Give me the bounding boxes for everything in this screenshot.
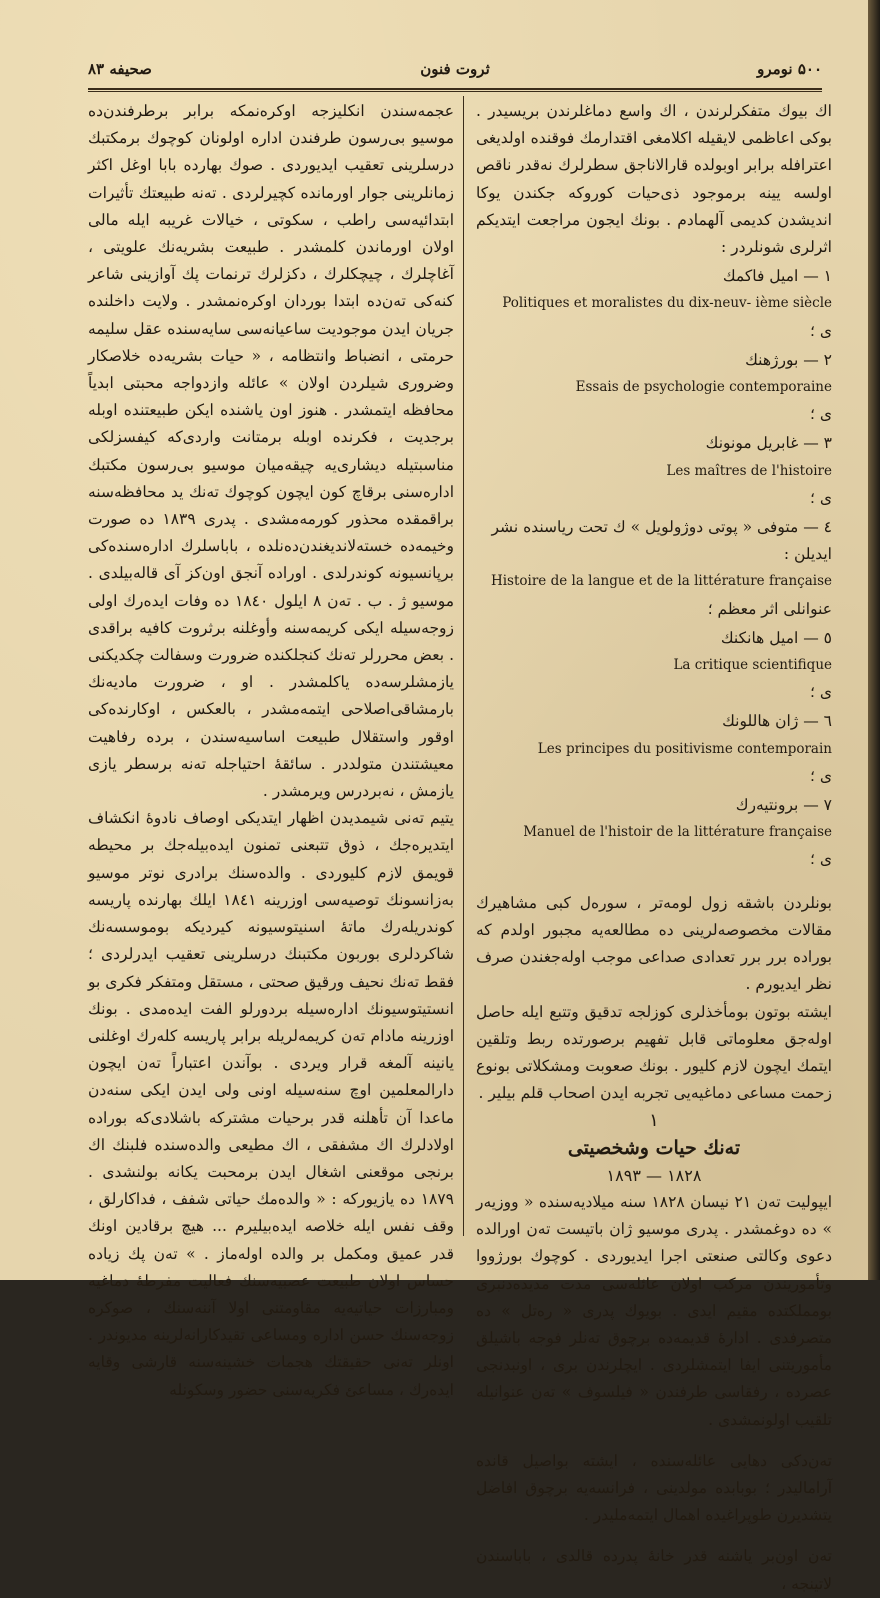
work-number: ٥ — اميل هانكنك xyxy=(720,628,832,647)
page-label: صحیفه ۸۳ xyxy=(88,60,152,78)
page-binding-edge xyxy=(868,0,880,1280)
paragraph-3: ايشته بوتون بومأخذلری كوزلجه تدقيق وتتبع ايله حاصل اوله‌جق معلوماتی قابل تفهيم برصورتده ربط وتلقين ايتمك ايچون لازم كلیور . بونك صعوبت ومشكلاتی بونوع زحمت مساعی دماغیه‌یی تجربه ايدن اصحاب قلم بيلير . xyxy=(476,1002,832,1103)
left-paragraph-1: عجمه‌سندن انكليزجه اوكره‌نمكه برابر برطرفندن‌ده موسيو بی‌رسون طرفندن اداره اولونان كوچوك برمكتبك درسلرینی تعقيب ايديوردی . صوك بهارده بابا اوغل اكثر زمانلرینی جوار اورمانده كچيرلردی . تەنه طبيعتك تأثيرات ابتدائيه‌سی راطب ، سكوتی ، خيالات غريبه ايله مالی اولان اورماندن كلمشدر . طبيعت بشريه‌نك علويتی ، آغاچلرك ، چيچكلرك ، دكزلرك ترنمات پك آوازینی شاعر كنه‌كی تەن‌ده ابتدا بوردان اوكره‌نمشدر . ولايت داخلنده جريان ايدن موجوديت ساعيانه‌سی سايه‌سنده عقل سليمه حرمتی ، انضباط وانتظامه ، « حيات بشريه‌ده خلاصكار وضروری شيلردن اولان » عائله وازدواجه محبتی ابدياً محافظه ايتمشدر . هنوز اون ياشنده ايكن طبيعتنده اوبله برجديت ، فكرنده اوبله برمتانت واردی‌كه كيفسزلكی مناسبتيله ديشاری‌يه چيقه‌ميان موسيو بی‌رسون مكتبك اداره‌سنی برقاچ كون ايچون كوچوك تەنك يد محافظه‌سنه براقمقده محذور كورمه‌مشدی . پدری ١٨٣٩ ده صورت وخيمه‌ده خسته‌لانديغندن‌ده‌نلده ، باباسلرك اداره‌سنده‌كی برپانسيونه كوندرلدی . اوراده آنجق اون‌كز آی قاله‌بيلدی . موسيو ژ . ب . تەن ٨ ايلول ١٨٤٠ ده وفات ايدەرك اولی زوجه‌سيله ايكی كريمه‌سنه وأوغلنه برثروت كافيه براقدی . بعض محررلر تەنك كنجلكنده ضرورت وسفالت چكديكنی يازمشلرسه‌ده ياكلمشدر . او ، ضرورت ماديه‌نك بارمشاقی‌اصلاحی ايتمه‌مشدر ، بالعكس ، اوكارنده‌كی اوقور واستقلال طبيعت اساسيه‌سندن ، برده رفاهيت معيشتندن متولددر . سائقهٔ احتياجله تەنه برسطر يازی يازمش ، نه‌بردرس ويرمشدر . xyxy=(88,102,455,801)
work-suffix: ى ؛ xyxy=(810,683,832,702)
left-column xyxy=(88,98,455,1399)
section-years: ١٨٢٨ — ١٨٩٣ xyxy=(606,1165,702,1185)
work-suffix: ى ؛ xyxy=(810,850,832,869)
intro-paragraph: اك بيوك متفكرلرندن ، اك واسع دماغلرندن بریسیدر . بوكى اعاظمى لايقيله اكلامغى اقتدارمك فوقنده اولديغى اعترافله برابر اوبولده قارالاناجق سطرلرك نه‌قدر ناقص اولسه يينه برموجود ذی‌حیات كوروکه جكندن يوكا انديشدن كدیمى آلهمادم . بونك ايجون مراجعت ايتديكم اثرلری شونلردر : xyxy=(476,102,832,257)
paragraph-2: بونلردن باشقه زول لومه‌تر ، سوره‌ل كبی مشاهیرك مقالات مخصوصه‌لرینی ده مطالعه‌یه مجبور اولدم كه بوراده برر برر تعدادی صداعی موجب اوله‌جغندن صرف نظر ايدیورم . xyxy=(476,893,832,994)
paragraph-4: ايپوليت تەن ٢١ نيسان ١٨٢٨ سنه ميلادیه‌سنده « ووزيه‌ر » ده دوغمشدر . پدری موسيو ژان باتيست تەن اورالده دعوی وكالتی صنعتی اجرا ايديوردی . كوچوك بورژووا وتأموريندن مركب اولان عائله‌سی مدت مديده‌دنبری بومملكتده مقيم ايدی . بويوك پدری « رەتل » ده متصرفدی . ادارهٔ قديمه‌ده برچوق تەنلر فوجه باشيلق مأموريتنی ايفا ايتمشلردی . ايچلرندن بری ، اونبدنجی عصرده ، رفقاسی طرفندن « فيلسوف » تەن عنوانيله تلقيب اولونمشدی . xyxy=(476,1192,833,1429)
work-suffix: ى ؛ xyxy=(810,766,832,785)
work-number: ٢ — بورژهنك xyxy=(745,350,832,369)
section-title: تەنك حيات وشخصيتی xyxy=(567,1136,741,1159)
work-item xyxy=(476,430,832,512)
work-title: Essais de psychologie contemporaine xyxy=(575,379,832,396)
work-item xyxy=(476,347,832,429)
right-column xyxy=(476,98,833,1593)
page-header xyxy=(88,56,822,86)
work-item xyxy=(476,263,832,345)
header-rule xyxy=(88,88,822,90)
work-item xyxy=(476,625,832,707)
issue-label: نومرو xyxy=(757,60,793,78)
section-number: ١ xyxy=(649,1110,659,1132)
work-item xyxy=(476,792,832,874)
work-title: Histoire de la langue et de la littérature française xyxy=(490,573,832,590)
works-list xyxy=(476,263,832,873)
work-title: La critique scientifique xyxy=(673,657,832,674)
work-suffix: ى ؛ xyxy=(810,321,832,340)
header-rule-thin xyxy=(88,91,822,92)
column-divider xyxy=(463,96,464,1236)
work-item xyxy=(476,708,832,790)
page-number: ۵۰۰ xyxy=(797,60,822,78)
work-number: ٦ — ژان هاللونك xyxy=(722,712,832,731)
work-suffix: ى ؛ xyxy=(810,405,832,424)
left-paragraph-2: يتيم تەنی شيمديدن اظهار ايتديكی اوصاف نادوهٔ انكشاف ايتديره‌جك ، ذوق تتبعنی تمنون ايده‌بيله‌جك بر محيطه قويمق لازم كلیوردی . والده‌سنك برادری نوتر موسيو بەزانسونك توصيه‌سی اوزرينه ١٨٤١ ايلك بهارنده پاریسه كوندريلەرك ماتهٔ اسنيتوسيونه كيردیكه بوموسسه‌نك شاكردلری بوربون مكتبنك درسلرینی تعقيب ايدرلردی ؛ فقط تەنك نحيف ورقيق صحتی ، مستقل ومتفكر فكری بو انستيتوسيونك اداره‌سيله بردورلو الفت ايده‌مدی . بونك اوزرينه مادام تەن كريمه‌لريله برابر پاریسه كله‌رك اوغلنی يانينه آلمغه قرار ويردی . بوآندن اعتباراً تەن ايچون دارالمعلمين اوچ سنه‌سيله اونی ولی ايدن ايكی سنه‌دن ماعدا آن تأهلنه قدر برحيات مشتركه باشلادی‌كه بوراده اولادلرك اك مشفقی ، اك مطيعی والده‌سنده فلبنك اك برنجی موقعنی اشغال ايدن برمحبت يكانه بولنشدی . ١٨٧٩ ده يازیوركه : « والده‌مك حياتی شفف ، فداكارلق ، وقف نفس ايله خلاصه ايده‌بيليرم ... هيچ برقادين اونك قدر عميق ومكمل بر والده اوله‌ماز . » تەن پك زياده حساس اولان طبيعت عصبيه‌سنك فعاليت مفرطهٔ دماغيه ومبارزات حياتيه‌يه مقاومتنی اولا آننه‌سنك ، صوكره زوجه‌سنك حسن اداره ومساعی تقيدكارانه‌لرينه مديوندر . اونلر تەنی حقيقتك هجمات خشينه‌سنه قارشی وقايه ايده‌رك ، مساعئ فكريه‌سنی حضور وسكونله xyxy=(88,809,454,1399)
work-number: ٤ — متوفى « پوتی دوژولویل » ك تحت رياسنده نشر ايدیلن : xyxy=(491,518,832,564)
paragraph-5: تەن‌دكی دهايی عائله‌سنده ، ايشته بواصيل قانده آرامالیدر ؛ بوبابده مولدينی ، فرانسه‌يه برچوق افاضل يتشدیرن طوپراغیده اهمال ايتمه‌ملیدر . xyxy=(476,1451,832,1525)
work-title: Politiques et moralistes du dix-neuv- ième siècle xyxy=(502,295,832,312)
work-suffix: ى ؛ xyxy=(810,488,832,507)
work-number: ٧ — برونتيه‌رك xyxy=(735,796,832,815)
work-number: ٣ — غابريل مونونك xyxy=(705,434,832,453)
work-suffix: عنوانلى اثر معظم ؛ xyxy=(707,599,832,618)
work-item xyxy=(476,514,832,623)
work-title: Les principes du positivisme contemporain xyxy=(537,740,832,757)
paragraph-6: تەن اون‌بر ياشنه قدر خانهٔ پدرده قالدی ، باباسندن لاتينجه ، xyxy=(476,1547,832,1593)
work-number: ١ — اميل فاكمك xyxy=(722,267,832,286)
journal-name: ثروت فنون xyxy=(420,60,490,78)
work-title: Manuel de l'histoir de la littérature française xyxy=(523,824,832,841)
work-title: Les maîtres de l'histoire xyxy=(666,462,832,479)
